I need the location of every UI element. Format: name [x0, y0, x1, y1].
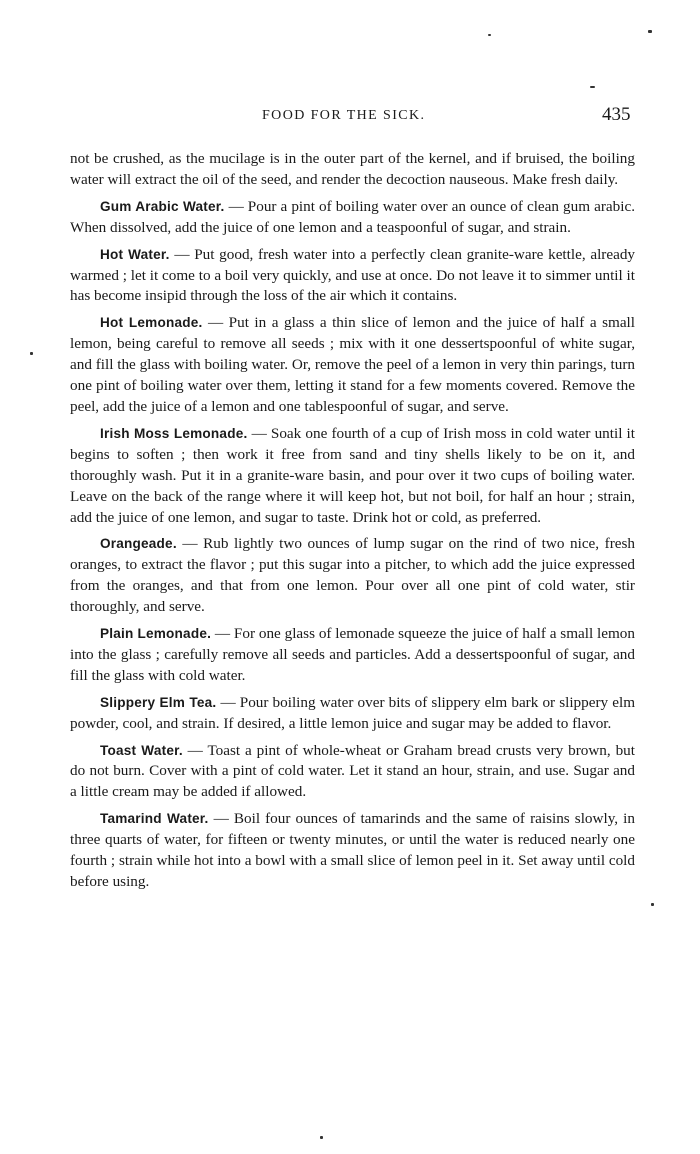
recipe-text: Put good, fresh water into a perfectly clean granite-ware kettle, already warmed ; let it come to a boil very quickly, and use at once. Do not leave it to simmer until it has become insipid through the loss of the air which it contains.	[70, 245, 636, 305]
recipe-hot-water	[70, 245, 635, 308]
body-text	[70, 149, 635, 899]
scan-speck	[651, 903, 654, 906]
heading-dash: —	[224, 197, 248, 215]
heading-dash: —	[202, 314, 229, 332]
continuation-paragraph: not be crushed, as the mucilage is in the outer part of the kernel, and if bruised, the boiling water will extract the oil of the seed, and render the decoction nauseous. Make fresh daily.	[70, 150, 635, 188]
recipe-text: Toast a pint of whole-wheat or Graham bread crusts very brown, but do not burn. Cover with a pint of cold water. Let it stand an hour, strain, and use. Sugar and a little cream may be added if allowed.	[70, 741, 635, 801]
recipe-tamarind-water	[70, 809, 635, 893]
recipe-heading: Orangeade.	[100, 536, 177, 552]
recipe-toast-water	[70, 741, 635, 804]
recipe-hot-lemonade	[70, 313, 635, 418]
recipe-text: Pour boiling water over bits of slippery elm bark or slippery elm powder, cool, and strain. If desired, a little lemon juice and sugar may be added to flavor.	[70, 693, 636, 732]
scan-speck	[488, 34, 491, 36]
recipe-text: Pour a pint of boiling water over an ounce of clean gum arabic. When dissolved, add the juice of one lemon and a teaspoonful of sugar, and strain.	[70, 197, 635, 236]
recipe-heading: Irish Moss Lemonade.	[100, 425, 248, 441]
recipe-text: Boil four ounces of tamarinds and the same of raisins slowly, in three quarts of water, for fifteen or twenty minutes, or until the water is reduced nearly one fourth ; strain while hot into a bowl with a small slice of lemon peel in it. Set away until cold before using.	[70, 810, 635, 890]
recipe-slippery-elm-tea	[70, 693, 635, 735]
heading-dash: —	[216, 693, 240, 711]
scan-speck	[30, 352, 33, 355]
recipe-heading: Slippery Elm Tea.	[100, 694, 217, 710]
scan-speck	[590, 86, 595, 88]
recipe-plain-lemonade	[70, 624, 635, 687]
heading-dash: —	[182, 741, 208, 759]
recipe-heading: Toast Water.	[100, 742, 183, 758]
scan-speck	[648, 30, 652, 33]
running-title: FOOD FOR THE SICK.	[262, 108, 426, 123]
recipe-heading: Gum Arabic Water.	[100, 198, 225, 214]
heading-dash: —	[208, 810, 234, 828]
recipe-text: For one glass of lemonade squeeze the juice of half a small lemon into the glass ; carefully remove all seeds and particles. Add a dessertspoonful of sugar, and fill the glass with cold water.	[70, 625, 635, 684]
recipe-gum-arabic-water	[70, 197, 635, 239]
scan-speck	[320, 1136, 323, 1139]
recipe-text: Put in a glass a thin slice of lemon and the juice of half a small lemon, being careful to remove all seeds ; mix with it one dessertspoonful of white sugar, and fill the glass with boiling water. Or, remove the peel of a lemon in very thin parings, turn one pint of boiling water over them, letting it stand for a few moments covered. Remove the peel, add the juice of a lemon and one tablespoonful of sugar, and serve.	[70, 314, 635, 415]
recipe-heading: Plain Lemonade.	[100, 626, 212, 642]
page-number: 435	[602, 104, 631, 125]
recipe-heading: Hot Lemonade.	[100, 315, 203, 331]
running-head	[0, 104, 700, 132]
heading-dash: —	[247, 424, 271, 442]
heading-dash: —	[211, 625, 234, 643]
recipe-heading: Tamarind Water.	[100, 811, 209, 827]
recipe-text: Soak one fourth of a cup of Irish moss in cold water until it begins to soften ; then work it free from sand and tiny shells likely to be on it, and thoroughly wash. Put it in a granite-ware basin, and pour over it two cups of boiling water. Leave on the back of the range where it will keep hot, but not boil, for half an hour ; strain, add the juice of one lemon, and sugar to taste. Drink hot or cold, as preferred.	[70, 424, 635, 526]
recipe-heading: Hot Water.	[100, 246, 170, 262]
recipe-orangeade	[70, 534, 635, 618]
recipe-irish-moss-lemonade	[70, 424, 635, 529]
recipe-text: Rub lightly two ounces of lump sugar on the rind of two nice, fresh oranges, to extract the flavor ; put this sugar into a pitcher, to which add the juice expressed from the oranges, and that from one lemon. Pour over all one pint of cold water, stir thoroughly, and serve.	[70, 535, 636, 616]
heading-dash: —	[176, 535, 204, 553]
heading-dash: —	[169, 245, 195, 263]
